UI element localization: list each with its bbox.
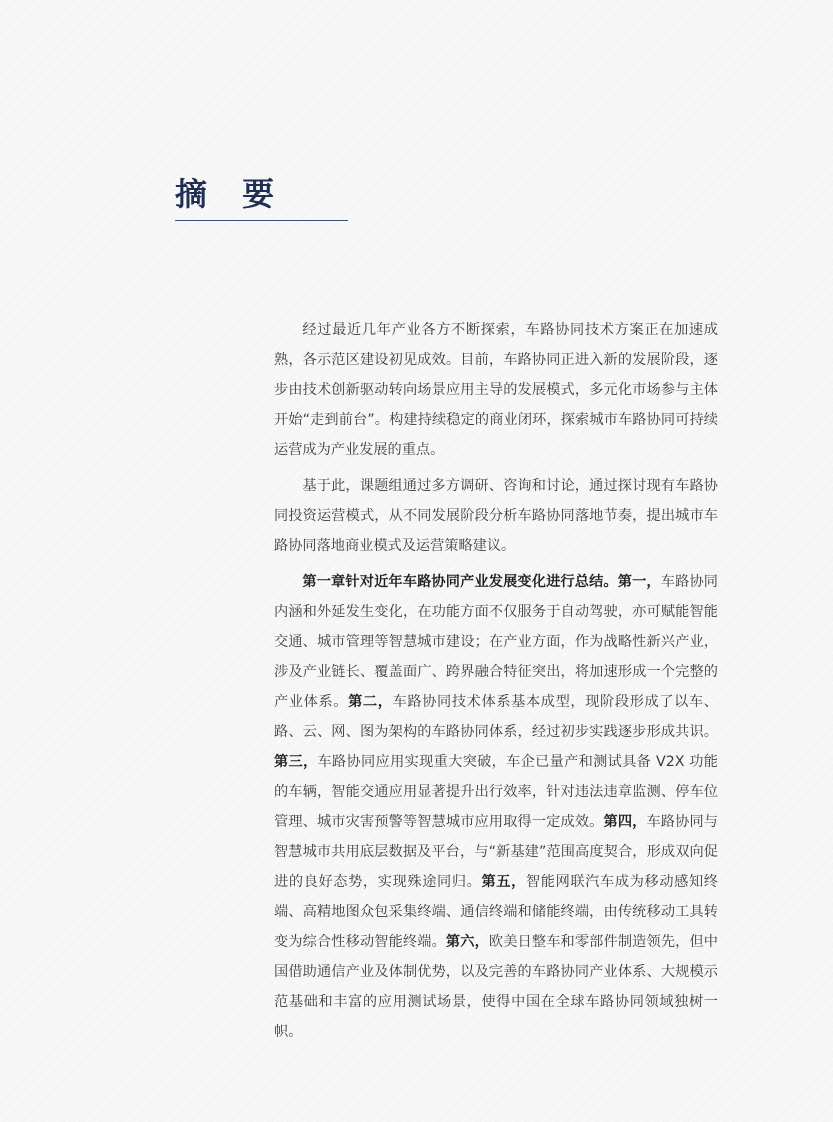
point-6-label: 第六， <box>445 934 489 950</box>
point-2-text: 车路协同技术体系基本成型，现阶段形成了以车、路、云、网、图为架构的车路协同体系，经过初步实践逐步形成共识。 <box>274 694 718 740</box>
paragraph-3 <box>274 567 718 1047</box>
point-5-label: 第五， <box>481 874 526 890</box>
point-1-label: 第一， <box>617 574 661 590</box>
heading-underline <box>175 220 348 221</box>
paragraph-1: 经过最近几年产业各方不断探索，车路协同技术方案正在加速成熟，各示范区建设初见成效。目前，车路协同正进入新的发展阶段，逐步由技术创新驱动转向场景应用主导的发展模式，多元化市场参与主体开始“走到前台”。构建持续稳定的商业闭环，探索城市车路协同可持续运营成为产业发展的重点。 <box>274 322 718 458</box>
point-6-text: 欧美日整车和零部件制造领先，但中国借助通信产业及体制优势，以及完善的车路协同产业体系、大规模示范基础和丰富的应用测试场景，使得中国在全球车路协同领域独树一帜。 <box>274 934 718 1040</box>
abstract-body <box>274 315 718 1053</box>
section-heading: 摘 要 <box>175 175 287 213</box>
point-4-label: 第四， <box>603 814 647 830</box>
point-5-text: 智能网联汽车成为移动感知终端、高精地图众包采集终端、通信终端和储能终端，由传统移动工具转变为综合性移动智能终端。 <box>274 874 718 950</box>
chapter-one-lead: 第一章针对近年车路协同产业发展变化进行总结。 <box>302 574 618 590</box>
point-2-label: 第二， <box>348 694 393 710</box>
point-3-label: 第三， <box>274 754 318 770</box>
point-3-text: 车路协同应用实现重大突破，车企已量产和测试具备 V2X 功能的车辆，智能交通应用显著提升出行效率，针对违法违章监测、停车位管理、城市灾害预警等智慧城市应用取得一定成效。 <box>274 754 718 830</box>
paragraph-2: 基于此，课题组通过多方调研、咨询和讨论，通过探讨现有车路协同投资运营模式，从不同发展阶段分析车路协同落地节奏，提出城市车路协同落地商业模式及运营策略建议。 <box>274 478 718 554</box>
point-1-text: 车路协同内涵和外延发生变化，在功能方面不仅服务于自动驾驶，亦可赋能智能交通、城市管理等智慧城市建设；在产业方面，作为战略性新兴产业，涉及产业链长、覆盖面广、跨界融合特征突出，将加速形成一个完整的产业体系。 <box>274 574 718 710</box>
point-4-text: 车路协同与智慧城市共用底层数据及平台，与“新基建”范围高度契合，形成双向促进的良好态势，实现殊途同归。 <box>274 814 718 890</box>
